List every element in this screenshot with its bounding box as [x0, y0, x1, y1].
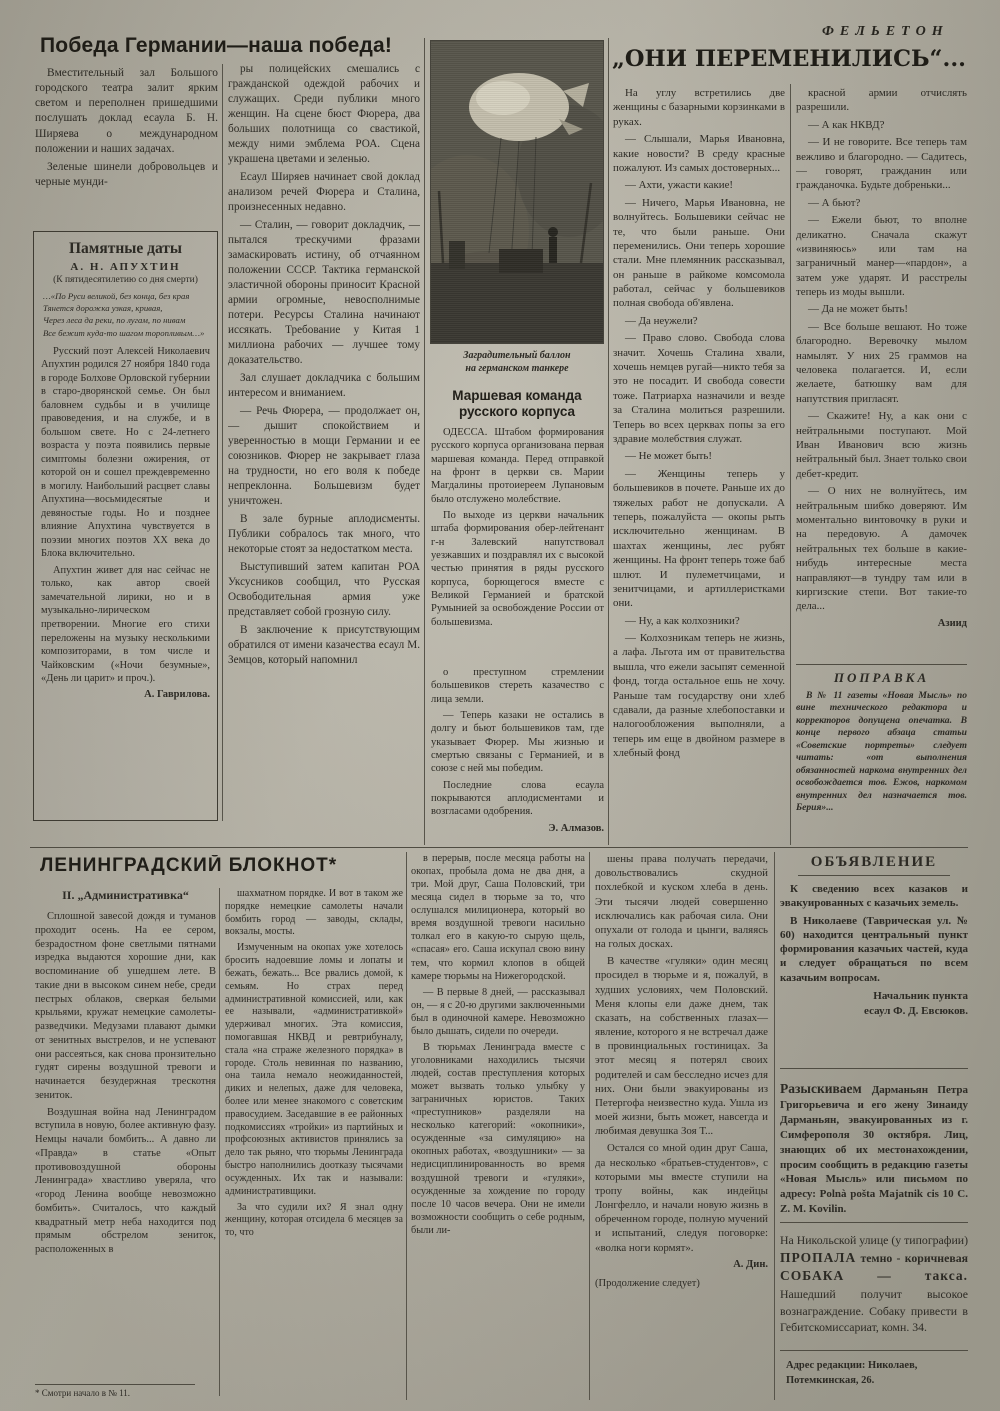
victory-article-col2: ры полицейских смешались с гражданской одеждой рабочих и служащих. Среди публики много женщин. На сцене бюст Фюрера, два больших полотнища со свастикой, между ними эмблема РОА. Сцена украшена цветами и зеленью. Есаул Ширяев начинает свой доклад анализом речей Фюрера и Сталина, произнесенных недавно. — Сталин, — говорит докладчик, — пытался трескучими фразами замаскировать истину, об отчаянном положении СССР. Тактика германской эластичной обороны приносит Красной армии огромные, невосполнимые потери. Ресурсы Сталина начинают иссякать. Требование у Китая 1 миллиона рабочих — лучшее тому доказательство. Зал слушает докладчика с большим интересом и вниманием. — Речь Фюрера, — продолжает он, — дышит спокойствием и уверенностью в мощи Германии и ее союзников. Фюрер не закрывает глаза на трудности, но его воля к победе непреклонна. Большевизм будет уничтожен. В зале бурные аплодисменты. Публики собралось так много, что некоторые стоят за недостатком места. Выступивший затем капитан РОА Уксусников сообщил, что Русская Освободительная армия уже представляет собой грозную силу. В заключение к присутствующим обратился от имени казачества есаул М. Земцов, который напомнил	[228, 63, 420, 666]
photo-caption-line2: на германском танкере	[465, 362, 569, 374]
leningrad-notebook-signature: А. Дин.	[733, 1258, 768, 1270]
announcement-signature	[780, 989, 968, 1019]
missing-persons-body: Дарманьян Петра Григорьевича и его жену Зинаиду Дарманьян, эвакуированных из г. Симферополя 30 октября. Лиц, знающих об их местонахождении, просим сообщить в редакцию газеты «Новая Мысль» или письмом по адресу: Polnà pošta Majatnik cis 10 C. Z. M. Kovilin.	[780, 1084, 968, 1216]
lost-dog-propala: ПРОПАЛА	[780, 1249, 857, 1265]
leningrad-notebook-subtitle: II. „Административка“	[62, 888, 189, 902]
victory-article-continuation	[431, 666, 604, 844]
they-changed-col2	[796, 86, 967, 658]
classifieds-divider	[780, 1068, 968, 1069]
lost-dog-pre: На Никольской улице (у типографии)	[780, 1233, 968, 1247]
editorial-address-line1: Адрес редакции: Николаев,	[786, 1360, 918, 1371]
column-divider	[219, 888, 220, 1396]
victory-article-signature: Э. Алмазов.	[548, 822, 604, 834]
classifieds-divider	[780, 1350, 968, 1351]
lost-dog-sobaka: СОБАКА — такса.	[780, 1268, 968, 1284]
announcement-block	[780, 854, 968, 1062]
they-changed-col1: На углу встретились две женщины с базарными корзинками в руках. — Слышали, Марья Ивановна, какие новости? В среду красные пожалуют. Из самых достоверных... — Ахти, ужасти какие! — Ничего, Марья Ивановна, не волнуйтесь. Большевики сейчас не те, что были раньше. Они переменились. Они теперь хорошие стали. Мне племянник рассказывал, он раньше в райкоме комсомола работал, сейчас у большевиков полная свобода об'явлена. — Да неужели? — Право слово. Свобода слова значит. Хочешь Сталина хвали, хочешь немцев ругай—никто тебя за это не посадит. И свобода совести тоже. Патриарха назначили и везде за Сталина молиться разрешили. Теперь во всех церквах попы за его здравие молебствия служат. — Не может быть! — Женщины теперь у большевиков в почете. Раньше их до тяжелых работ не допускали. А теперь, пожалуйста — окопы рыть исключительно женщинам. В шахтах женщины, лес рубят женщины. На фронт теперь тоже баб шлют. И пулеметчицами, и зенитчицами, и артиллеристками они. — Ну, а как колхозники? — Колхозникам теперь не жизнь, а лафа. Льгота им от правительства вышла, что ежели засыпят семенной фонд, тогда остальное ешь не хочу. Раньше там государству они хлеб сдавали, да разные хлебопоставки и налогообложения выполняли, а теперь им еще в двойном размере в хлебный фонд	[613, 87, 785, 760]
lost-dog-notice	[780, 1232, 968, 1344]
memorable-dates-body: Русский поэт Алексей Николаевич Апухтин родился 27 ноября 1840 года в городе Болхове Орловской губернии в старо-дворянской семье. Он был баловнем судьбы и в училище правоведения, и на службе, и в большом свете. Но с 24-летнего возраста у поэта появились первые симптомы болезни ожирения, от которой он и сошел преждевременно в могилу. Наибольший расцвет славы Апухтина—восьмидесятые и девяностые годы. Но и позднее влияние Апухтина чувствуется в поэзии многих поэтов XX века до Блока включительно. Апухтин живет для нас сейчас не только, как автор своей замечательной лирики, но и в музыкально-лирическом претворении. Многие его стихи переложены на музыку несколькими композиторами, в том числе и Чайковским («Ночи безумные», «День ли царит» и проч.).	[41, 345, 210, 685]
column-divider	[589, 852, 590, 1400]
editorial-address	[786, 1358, 968, 1388]
leningrad-notebook-col4-text: шены права получать передачи, довольствовались скудной похлебкой и куском хлеба в день. Эти тысячи людей совершенно исключались как рабочая сила. Они опухали от голода и цынги, валяясь на голых досках. В качестве «гуляки» один месяц просидел в тюрьме и я, пожалуй, в худших условиях, чем Половский. Меня клопы ели даже днем, так сказать, на собственных глазах—явление, которого я не встречал даже в провинциальных гостиницах. За этот месяц я потерял своих родителей и сам бесследно исчез для них. Они были эвакуированы из Петергофа неизвестно куда. Ушла из моей жизни, быть может, навсегда и любимая девушка Зоя Т... Остался со мной один друг Саша, да несколько «братьев-студентов», с которыми мы вместе ступили на тропу войны, как индейцы Лонгфелло, и начали новую жизнь в обреченном городе, полную мучений и испытаний, следуя поговорке: «волка ноги кормят».	[595, 853, 768, 1254]
memorable-dates-note: (К пятидесятилетию со дня смерти)	[53, 275, 198, 285]
leningrad-notebook-col4	[595, 852, 768, 1400]
editorial-address-line2: Потемкинская, 26.	[786, 1375, 875, 1387]
to-be-continued: (Продолжение следует)	[595, 1278, 700, 1290]
they-changed-signature: Азиид	[937, 617, 967, 629]
leningrad-notebook-col1: Сплошной завесой дождя и туманов проходит осень. На ее сером, безрадостном фоне светлыми пятнами изредка выдаются хорошие дни, как воспоминание об ушедшем лете. В такие дни в высоком синем небе, среди пестрых облаков, сверкая белыми крыльями, кружат немецкие самолеты-разведчики. Медузами плавают дымки от зенитных выстрелов, и не успевают они рассеяться, как снова пронзительно гудят сирены воздушной тревоги и начинается безудержная трескотня зениток. Воздушная война над Ленинградом вступила в новую, более активную фазу. Немцы начали бомбить... А давно ли «Правда» в статье «Опыт противовоздушной обороны Ленинграда» хвастливо уверяла, что «город Ленина вообще невозможно бомбить». Считалось, что каждый квадратный метр неба находится под прямым обстрелом зениток, расположенных в	[35, 911, 216, 1255]
march-team-title-line2: русского корпуса	[458, 404, 576, 420]
memorable-dates-subject: А. Н. АПУХТИН	[70, 261, 181, 273]
lost-dog-reward: Нашедший получит высокое вознаграждение. Собаку привести в Гебитскомиссариат, комн. 34.	[780, 1287, 968, 1335]
classifieds-divider	[780, 1222, 968, 1223]
march-team-body: ОДЕССА. Штабом формирования русского корпуса организована первая маршевая команда. Перед отправкой на фронт в церкви св. Марии Магдалины протоиереем Лупановым было отслужено молебствие. По выходе из церкви начальник штаба формирования обер-лейтенант г-н Залевский напутствовал уезжавших и поздравлял их с высокой честью принятия в ряды русского корпуса, борющегося вместе с Великой Германией и братской Румынией за освобождение России от большевизма.	[431, 427, 604, 628]
apukhtin-poem: …«По Руси великой, без конца, без края Тянется дорожка узкая, кривая, Через леса да реки, по лугам, по нивам Все бежит куда-то шагом торопливым…»	[43, 291, 205, 338]
leningrad-notebook-title: ЛЕНИНГРАДСКИЙ БЛОКНОТ*	[40, 855, 338, 876]
they-changed-col2-text: красной армии отчислять разрешили. — А как НКВД? — И не говорите. Все теперь там вежливо и благородно. — Садитесь, — говорят, гражданин или гражданочка. Будьте добреньки... — А бьют? — Ежели бьют, то вполне деликатно. Сначала скажут «извиняюсь» или там на заграничный манер—«пардон», а затем уже ударят. И расстрелы теперь из моды вышли. — Да не может быть! — Все больше вешают. Но тоже благородно. Веревочку мылом намылят. У них 25 граммов на человека полагается. И, если желаете, батюшку вам для напутствия пригласят. — Скажите! Ну, а как они с нейтральными поступают. Мой Иван Иванович всю жизнь нейтральный был. Знает только свои дебет-кредит. — О них не волнуйтесь, им нейтральным шибко доверяют. Им моментально винтовочку в руки и на передовую. А дамочек нейтральных тех больше в какие-нибудь интересные места направляют—в тундру там или в киргизские степи. Вот такие-то дела...	[796, 87, 967, 613]
announcement-signature-name: есаул Ф. Д. Евсюков.	[864, 1004, 968, 1017]
correction-body: В № 11 газеты «Новая Мысль» по вине технического редактора и корректоров допущена опечатка. В конце первого абзаца статьи «Советские портреты» следует читать: «от выполнения обязанностей наркома внутренних дел освобождается тов. Ежов, наркомом внутренних дел назначается тов. Берия»...	[796, 690, 967, 814]
memorable-dates-box	[33, 231, 218, 821]
victory-article-title: Победа Германии—наша победа!	[40, 34, 393, 57]
lost-dog-color: темно - коричневая	[856, 1250, 968, 1265]
column-divider	[424, 38, 425, 845]
missing-persons-notice	[780, 1080, 968, 1216]
section-divider	[30, 847, 968, 848]
photo-caption	[428, 350, 606, 375]
announcement-title: ОБЪЯВЛЕНИЕ	[798, 854, 950, 876]
march-team-title	[428, 388, 606, 420]
column-divider	[608, 38, 609, 845]
column-divider	[222, 64, 223, 821]
announcement-body: К сведению всех казаков и эвакуированных с казачьих земель. В Николаеве (Таврическая ул. № 60) находится центральный пункт формирования казачьих частей, куда и следует обращаться по всем казачьим вопросам.	[780, 883, 968, 984]
announcement-signature-role: Начальник пункта	[873, 990, 968, 1003]
leningrad-notebook-col3: в перерыв, после месяца работы на окопах, пробыла дома не два дня, а три. Мой друг, Саша Половский, три месяца сидел в тюрьме за то, что ослушался милиционера, который во время воздушной тревоги насильно толкал его в какую-то сырую щель, «спасая» его. Саша искупал свою вину тем, что кормил клопов в общей камере тюрьмы на Нижегородской. — В первые 8 дней, — рассказывал он, — я с 20-ю другими заключенными был в одиночной камере. Невозможно было дышать, сидели по очереди. В тюрьмах Ленинграда вместе с уголовниками находились тысячи людей, состав преступления которых может вызвать только улыбку у заграничных юристов. Таких «преступников» разделяли на несколько категорий: «окопники», осужденные «за симуляцию» на окопных работах, «воздушники» — за недисциплинированность во время воздушной тревоги и «гуляки», осужденные за хождение по городу после 10 часов вечера. Они не имели возможности сообщить о себе родным, были ли-	[411, 853, 585, 1236]
memorable-dates-title: Памятные даты	[68, 240, 183, 257]
feuilleton-label: ФЕЛЬЕТОН	[822, 24, 949, 39]
leningrad-notebook-footnote: * Смотри начало в № 11.	[35, 1384, 195, 1398]
victory-continuation-text: о преступном стремлении большевиков стереть казачество с лица земли. — Теперь казаки не остались в долгу и бьют большевиков там, где указывает Фюрер. Мы жизнью и смертью связаны с Германией, и в союзе с ней мы победим. Последние слова есаула покрываются аплодисментами и возгласами одобрения.	[431, 667, 604, 818]
they-changed-title: „ОНИ ПЕРЕМЕНИЛИСЬ“...	[611, 46, 966, 72]
column-divider	[790, 84, 791, 845]
memorable-dates-signature: А. Гаврилова.	[144, 688, 210, 700]
leningrad-notebook-col2: шахматном порядке. И вот в таком же порядке немецкие самолеты начали бомбить город — заводы, склады, вокзалы, мосты. Измученным на окопах уже хотелось бросить надоевшие ломы и лопаты и бежать, бежать... Все рвались домой, к семьям. Но страх перед административной комиссией, или, как ее называли, «административкой» удерживал многих. Эта комиссия, помогавшая НКВД и ревтрибуналу, стала «на страже железного порядка» в городе. Столь невинная по названию, она таила немало неожиданностей, диких и нелепых, даже для человека, более или менее знакомого с советским правосудием. Заседавшие в ее районных подкомиссиях «тройки» из партийных и профсоюзных активистов принялись за дело так рьяно, что тюрьмы Ленинграда быстро наполнились доотказу тысячами осужденных. Их так и называли: административщики. За что судили их? Я знал одну женщину, которая отсидела 6 месяцев за то, что	[225, 888, 403, 1239]
victory-article-col1: Вместительный зал Большого городского театра залит ярким светом и переполнен пришедшими послушать доклад есаула Б. Н. Ширяева о международном положении и наших задачах. Зеленые шинели добровольцев и черные мунди-	[35, 67, 218, 189]
barrage-balloon-illustration	[431, 41, 603, 343]
correction-box	[796, 664, 967, 846]
column-divider	[774, 852, 775, 1400]
correction-title: ПОПРАВКА	[833, 670, 930, 685]
march-team-title-line1: Маршевая команда	[452, 388, 582, 403]
barrage-balloon-photo	[430, 40, 604, 344]
column-divider	[406, 852, 407, 1400]
photo-caption-line1: Заградительный баллон	[463, 350, 571, 361]
missing-persons-lead: Разыскиваем	[780, 1081, 872, 1096]
